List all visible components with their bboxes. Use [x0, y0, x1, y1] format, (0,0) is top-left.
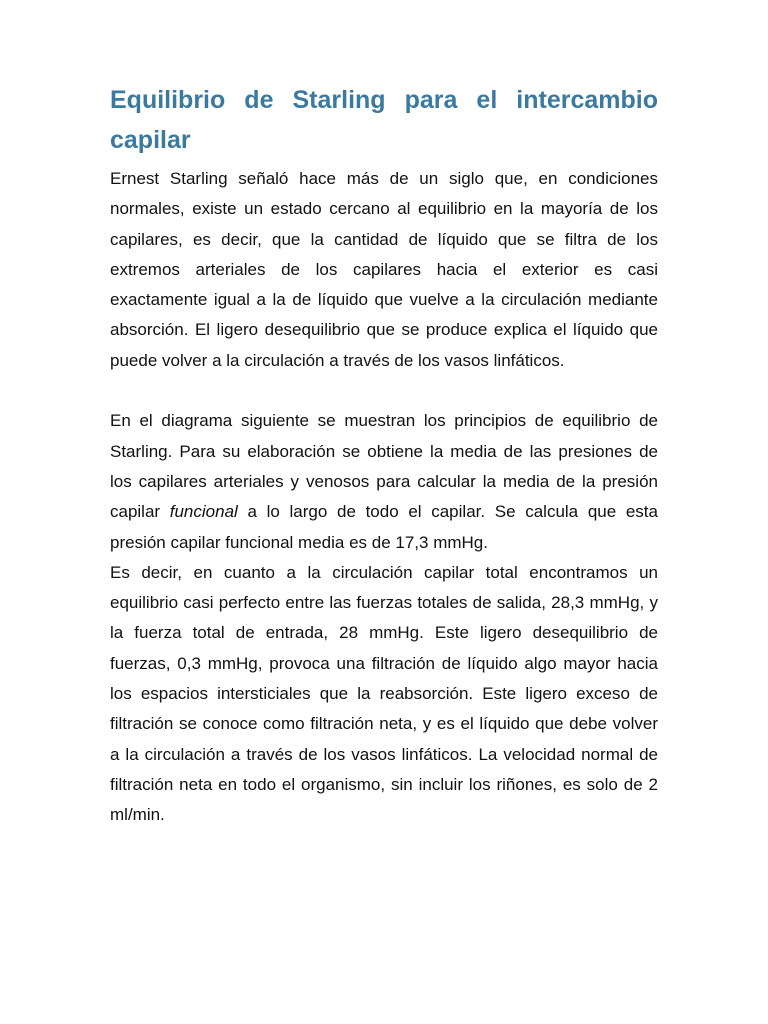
- paragraph-balance: Es decir, en cuanto a la circulación capilar total encontramos un equilibrio casi perfecto entre las fuerzas totales de salida, 28,3 mmHg, y la fuerza total de entrada, 28 mmHg. Este ligero desequilibrio de fuerzas, 0,3 mmHg, provoca una filtración de líquido algo mayor hacia los espacios intersticiales que la reabsorción. Este ligero exceso de filtración se conoce como filtración neta, y es el líquido que debe volver a la circulación a través de los vasos linfáticos. La velocidad normal de filtración neta en todo el organismo, sin incluir los riñones, es solo de 2 ml/min.: [110, 562, 658, 825]
- paragraph-diagram-italic-term: funcional: [169, 502, 238, 522]
- paragraph-diagram-text-start: En el diagrama siguiente se muestran los principios de equilibrio de Starling. Para su elaboración se obtiene la media de las presiones de los capilares arteriales y venosos para calcular la media de la presión capilar: [110, 411, 658, 522]
- paragraph-diagram: [110, 406, 658, 557]
- page-title: Equilibrio de Starling para el intercambio capilar: [110, 86, 658, 154]
- document-page: [110, 80, 658, 831]
- paragraph-intro: Ernest Starling señaló hace más de un siglo que, en condiciones normales, existe un estado cercano al equilibrio en la mayoría de los capilares, es decir, que la cantidad de líquido que se filtra de los extremos arteriales de los capilares hacia el exterior es casi exactamente igual a la de líquido que vuelve a la circulación mediante absorción. El ligero desequilibrio que se produce explica el líquido que puede volver a la circulación a través de los vasos linfáticos.: [110, 169, 658, 370]
- paragraph-diagram-text-end: a lo largo de todo el capilar. Se calcula que esta presión capilar funcional media es de 17,3 mmHg.: [110, 502, 658, 552]
- paragraph-spacer: [110, 376, 658, 406]
